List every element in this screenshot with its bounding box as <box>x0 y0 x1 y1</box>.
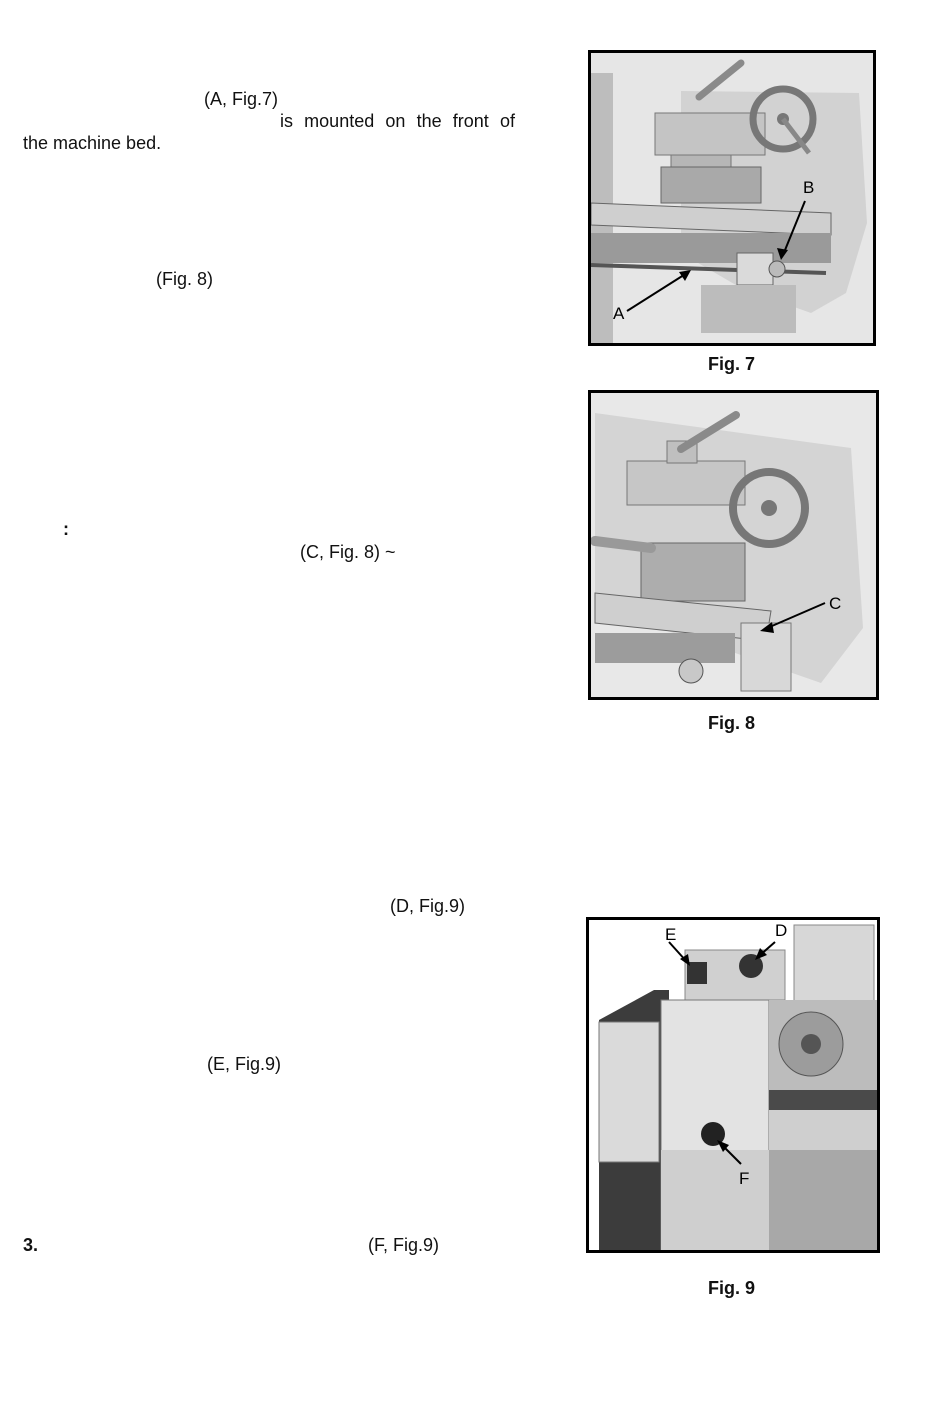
ref-a-fig7: (A, Fig.7) <box>204 89 279 109</box>
fig9-label-f: F <box>739 1169 750 1188</box>
fig8-caption: Fig. 8 <box>708 713 756 733</box>
ref-fig8: (Fig. 8) <box>156 269 214 289</box>
colon-mark: : <box>63 519 69 539</box>
fig7-label-b: B <box>803 178 815 197</box>
figure-8-image <box>588 390 879 700</box>
fig8-label-c: C <box>829 594 842 613</box>
fig9-label-d: D <box>775 921 788 940</box>
figure-9-image <box>586 917 880 1253</box>
step-number: 3. <box>23 1235 39 1255</box>
text-mounted-on-front: is mounted on the front of <box>280 111 515 131</box>
ref-c-fig8: (C, Fig. 8) ~ <box>300 542 396 562</box>
figure-7-image <box>588 50 876 346</box>
fig9-caption: Fig. 9 <box>708 1278 756 1298</box>
fig7-caption: Fig. 7 <box>708 354 756 374</box>
ref-d-fig9: (D, Fig.9) <box>390 896 466 916</box>
ref-f-fig9: (F, Fig.9) <box>368 1235 440 1255</box>
ref-e-fig9: (E, Fig.9) <box>207 1054 282 1074</box>
fig9-label-e: E <box>665 925 677 944</box>
fig7-label-a: A <box>613 304 625 323</box>
text-machine-bed: the machine bed. <box>23 133 162 153</box>
